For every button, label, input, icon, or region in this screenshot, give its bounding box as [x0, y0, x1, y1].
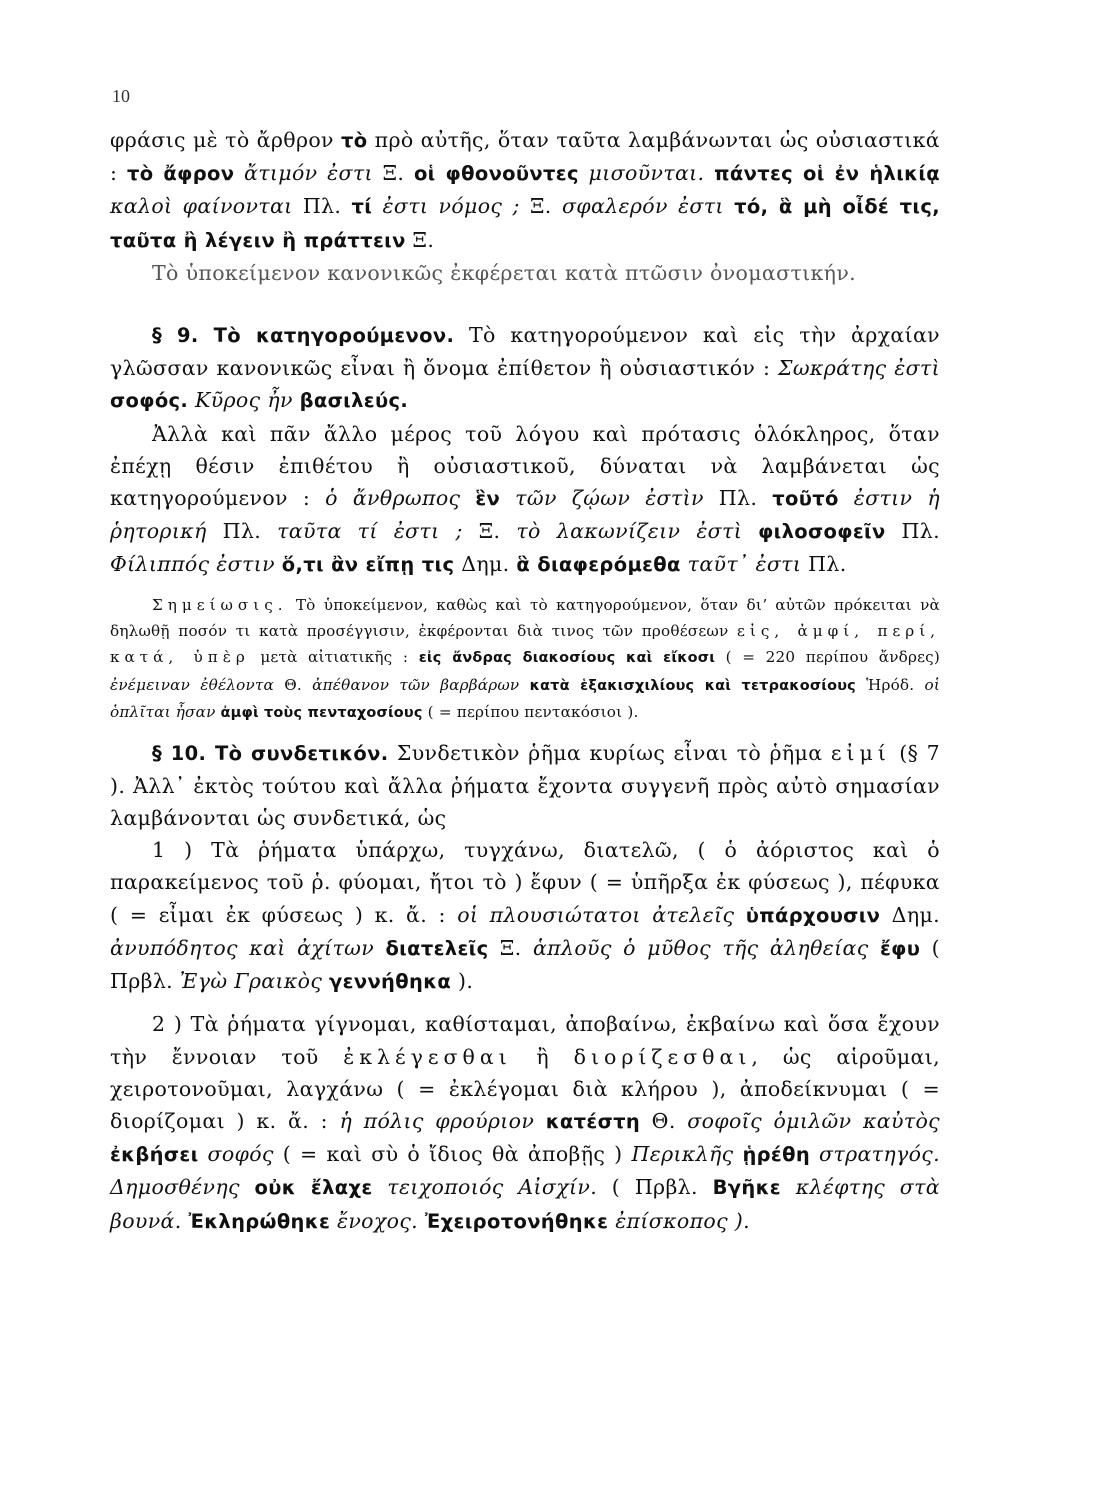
italic-run: μισοῦνται.	[578, 161, 715, 186]
text-run: ).	[451, 969, 474, 994]
spaced-run: εἰς, ἀμφί, περί, κατά, ὑπὲρ	[110, 622, 940, 667]
bold-run: Ἐχειροτονήθηκε	[424, 1209, 609, 1233]
bold-run: Ἐκληρώθηκε	[188, 1209, 331, 1233]
text-run: πρὸ αὐτῆς, ὅταν ταῦτα λαμβάνωνται ὡς οὐσιαστικά :	[110, 128, 940, 186]
italic-run: κλέφτης στὰ βουνά.	[110, 1175, 940, 1233]
italic-run: Κῦρος ἦν	[188, 388, 300, 413]
text-run: Ξ.	[488, 935, 533, 960]
bold-run: τοῦτό	[772, 487, 839, 511]
italic-run: σοφός	[198, 1142, 274, 1167]
italic-run: ἡ πόλις φρούριον	[339, 1108, 546, 1133]
italic-run: ἁπλοῦς ὁ μῦθος τῆς ἀληθείας	[532, 935, 880, 960]
text-run: (§ 7 ). Ἀλλ᾽ ἐκτὸς τούτου καὶ ἄλλα ῥήματα ἔχοντα συγγενῆ πρὸς αὐτὸ σημασίαν λαμβάνονται ὡς συνδετικά, ὡς	[110, 740, 940, 831]
intro-paragraph	[110, 124, 940, 257]
section-9-heading: § 9. Τὸ κατηγορούμενον.	[152, 324, 455, 348]
bold-run: ἀμφὶ τοὺς πενταχοσίους	[220, 705, 423, 722]
text-run: Πλ.	[222, 519, 278, 544]
italic-run: ἔνοχος.	[330, 1208, 425, 1233]
text-run: Θ.	[273, 675, 313, 694]
italic-run: ὁ ἄνθρωπος	[325, 486, 476, 511]
bold-run: Βγῆκε	[712, 1176, 781, 1200]
page-body	[110, 124, 940, 1238]
italic-run: τειχοποιός Αἰσχίν.	[372, 1175, 598, 1200]
italic-run: τῶν ζῴων ἐστὶν	[500, 486, 719, 511]
spaced-run: διορίζεσθαι	[573, 1044, 752, 1069]
bold-run: ἃ διαφερόμεθα	[516, 553, 681, 577]
italic-run: Περικλῆς	[631, 1142, 743, 1167]
text-run: Ἡρόδ.	[855, 675, 925, 694]
text-run: ( Πρβλ.	[110, 935, 940, 994]
italic-run: ἐνέμειναν ἐθέλοντα	[110, 675, 274, 694]
text-run: ( Πρβλ.	[597, 1175, 713, 1200]
italic-run: ἐστιν ἡ ῥητορική	[110, 486, 940, 544]
text-run: φράσις μὲ τὸ ἄρθρον	[110, 128, 341, 152]
text-run: ( = καὶ σὺ ὁ ἴδιος θὰ ἀποβῇς )	[273, 1142, 632, 1167]
bold-run: τί	[351, 195, 373, 219]
bold-run: σοφός.	[110, 389, 189, 413]
bold-run: πάντες οἱ ἐν ἡλικίᾳ	[714, 162, 940, 186]
text-run: Ἀλλὰ καὶ πᾶν ἄλλο μέρος τοῦ λόγου καὶ πρότασις ὁλόκληρος, ὅταν ἐπέχῃ θέσιν ἐπιθέτου ἢ οὐσιαστικοῦ, δύναται νὰ λαμβάνεται ὡς κατηγορούμενον :	[110, 421, 940, 511]
italic-run: Φίλιππός ἐστιν	[110, 552, 282, 577]
italic-run: ταῦτ᾽ ἐστι	[680, 552, 809, 577]
bold-run: τὸ ἄφρον	[126, 162, 235, 186]
text-run: Ξ.	[382, 161, 414, 186]
bold-run: ᾑρέθη	[742, 1143, 811, 1167]
bold-run: κατέστη	[545, 1109, 641, 1133]
italic-run: τὸ λακωνίζειν ἐστὶ	[516, 519, 759, 544]
italic-run: σοφοῖς ὁμιλῶν καὐτὸς	[687, 1108, 940, 1133]
page-number: 10	[112, 86, 130, 106]
italic-run: Σωκράτης ἐστὶ	[778, 356, 940, 381]
bold-run: κατὰ ἑξακισχιλίους καὶ τετρακοσίους	[529, 677, 856, 694]
note-paragraph	[110, 592, 940, 727]
section-9-paragraph	[110, 319, 940, 418]
text-run: μετὰ αἰτιατικῆς :	[249, 648, 419, 667]
spaced-run: ἐκλέγεσθαι	[343, 1044, 512, 1069]
italic-run: ἀπέθανον τῶν βαρβάρων	[312, 675, 530, 694]
text-run: Ξ.	[478, 519, 517, 544]
bold-run: φιλοσοφεῖν	[758, 520, 886, 544]
bold-run: ἓν	[475, 487, 501, 511]
bold-run: ἔφυ	[879, 936, 921, 960]
section-10-paragraph	[110, 737, 940, 835]
list-item-2	[110, 1008, 940, 1237]
text-run: Πλ.	[302, 194, 352, 219]
note-label: Σημείωσις.	[152, 595, 288, 614]
italic-run: Ἐγὼ Γραικὸς	[179, 969, 330, 994]
bold-run: τὸ	[340, 129, 368, 152]
text-run: Πλ.	[718, 486, 773, 511]
bold-run: τό, ἃ μὴ οἶδέ τις, ταῦτα ἢ λέγειν ἢ πράττειν	[110, 195, 940, 252]
text-run: ἢ	[511, 1044, 574, 1069]
italic-run: καλοὶ φαίνονται	[110, 194, 303, 219]
predicate-examples-paragraph	[110, 418, 940, 582]
spaced-run: εἰμί	[830, 740, 891, 765]
italic-run: στρατηγός. Δημοσθένης	[110, 1142, 940, 1200]
text-run: Θ.	[640, 1108, 688, 1133]
italic-run: οἱ ὁπλῖται ἦσαν	[110, 675, 941, 722]
italic-run: ἐστι νόμος ;	[372, 194, 531, 219]
text-run: Συνδετικὸν ῥῆμα κυρίως εἶναι τὸ ῥῆμα	[388, 740, 831, 765]
bold-run: εἰς ἄνδρας διακοσίους καὶ εἴκοσι	[418, 650, 716, 667]
text-run: Τὸ κατηγορούμενον καὶ εἰς τὴν ἀρχαίαν γλῶσσαν κανονικῶς εἶναι ἢ ὄνομα ἐπίθετον ἢ οὐσιαστικόν :	[110, 323, 940, 381]
bold-run: οὐκ ἔλαχε	[254, 1176, 373, 1200]
subject-rule: Τὸ ὑποκείμενον κανονικῶς ἐκφέρεται κατὰ πτῶσιν ὀνομαστικήν.	[152, 260, 856, 285]
bold-run: οἱ φθονοῦντες	[413, 162, 579, 186]
bold-run: βασιλεύς.	[299, 389, 409, 413]
text-run: 2 ) Τὰ ῥήματα γίγνομαι, καθίσταμαι, ἀποβαίνω, ἐκβαίνω καὶ ὅσα ἔχουν τὴν ἔννοιαν τοῦ	[110, 1012, 940, 1069]
text-run: 1 ) Τὰ ῥήματα ὑπάρχω, τυγχάνω, διατελῶ, ( ὁ ἀόριστος καὶ ὁ παρακείμενος τοῦ ῥ. φύομαι, ἤτοι τὸ ) ἔφυν ( = ὑπῆρξα ἐκ φύσεως ), πέφυκα ( = εἶμαι ἐκ φύσεως ) κ. ἄ. :	[110, 838, 940, 927]
text-run: Πλ.	[885, 519, 940, 544]
text-run: Ξ.	[405, 227, 435, 252]
list-item-1	[110, 834, 940, 998]
text-run: Τὸ ὑποκείμενον, καθὼς καὶ τὸ κατηγορούμενον, ὅταν διʼ αὐτῶν πρόκειται νὰ δηλωθῇ ποσόν τι κατὰ προσέγγισιν, ἐκφέρονται διὰ τινος τῶν προθέσεων	[110, 595, 940, 641]
italic-run: ἐπίσκοπος ).	[608, 1208, 751, 1233]
text-run: ( = 220 περίπου ἄνδρες)	[715, 648, 941, 667]
italic-run: ταῦτα τί ἐστι ;	[277, 519, 479, 544]
text-run: Πλ.	[808, 552, 847, 577]
bold-run: γεννήθηκα	[329, 970, 452, 994]
italic-run: σφαλερόν ἐστι	[561, 194, 735, 219]
italic-run: οἱ πλουσιώτατοι ἀτελεῖς	[457, 902, 746, 927]
italic-run: ἄτιμόν ἐστι	[234, 161, 383, 186]
text-run: Δημ.	[880, 902, 940, 927]
section-10-heading: § 10. Τὸ συνδετικόν.	[152, 741, 389, 765]
text-run: Ξ.	[530, 194, 562, 219]
bold-run: ὅ,τι ἂν εἴπῃ τις	[281, 553, 455, 577]
bold-run: ἐκβήσει	[110, 1143, 199, 1167]
text-run: ( = περίπου πεντακόσιοι ).	[422, 703, 639, 722]
text-run: , ὡς αἱροῦμαι, χειροτονοῦμαι, λαγχάνω ( = ἐκλέγομαι διὰ κλήρου ), ἀποδείκνυμαι ( = διορίζομαι ) κ. ἄ. :	[110, 1044, 940, 1133]
text-run: Δημ.	[454, 552, 517, 577]
italic-run: ἀνυπόδητος καὶ ἀχίτων	[110, 935, 386, 960]
bold-run: ὑπάρχουσιν	[745, 903, 881, 927]
bold-run: διατελεῖς	[385, 936, 489, 960]
